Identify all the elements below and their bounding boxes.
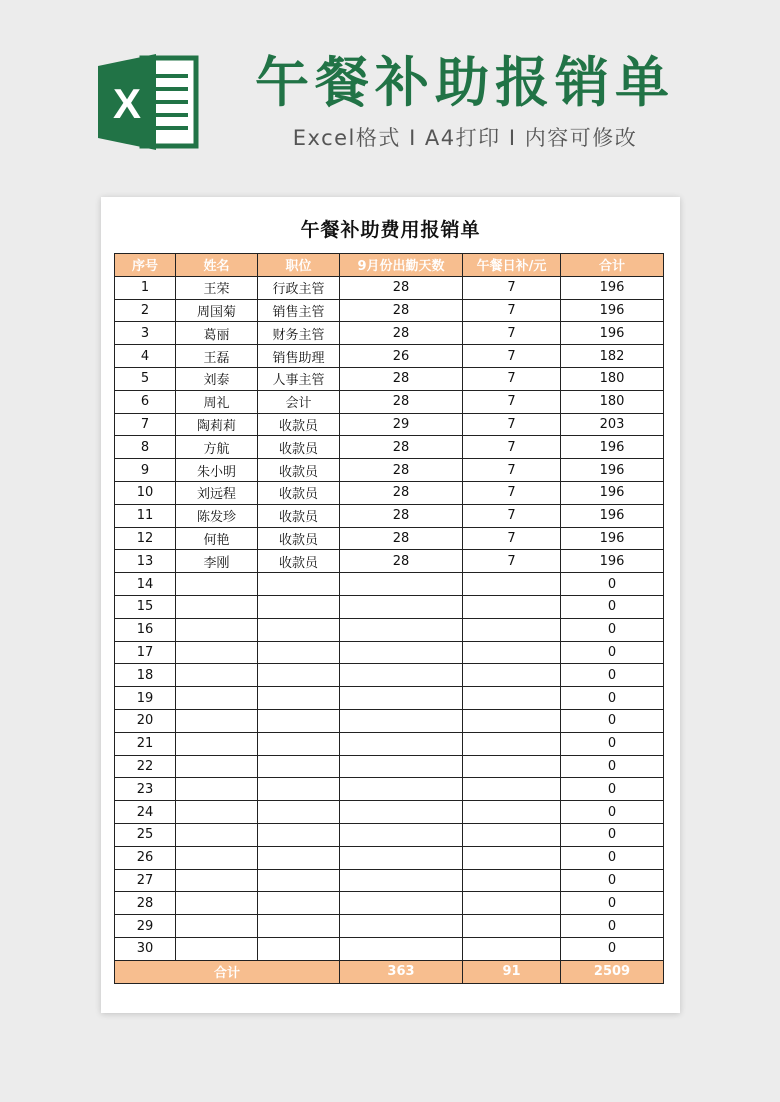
cell-index: 17	[115, 641, 176, 664]
cell-index: 25	[115, 823, 176, 846]
cell-index: 20	[115, 709, 176, 732]
cell-position: 销售主管	[258, 299, 340, 322]
table-header-row	[115, 254, 664, 277]
cell-attendance-days: 28	[340, 481, 463, 504]
cell-daily-allowance	[463, 801, 561, 824]
table-row	[115, 618, 664, 641]
cell-index: 7	[115, 413, 176, 436]
cell-position	[258, 892, 340, 915]
cell-index: 1	[115, 276, 176, 299]
column-header-name: 姓名	[176, 254, 258, 277]
cell-daily-allowance	[463, 915, 561, 938]
cell-name: 葛丽	[176, 322, 258, 345]
total-sum: 2509	[561, 960, 664, 983]
cell-attendance-days: 28	[340, 299, 463, 322]
cell-attendance-days	[340, 573, 463, 596]
cell-position	[258, 618, 340, 641]
cell-daily-allowance	[463, 664, 561, 687]
cell-total: 180	[561, 367, 664, 390]
cell-attendance-days	[340, 732, 463, 755]
table-row	[115, 322, 664, 345]
cell-total: 196	[561, 550, 664, 573]
cell-total: 203	[561, 413, 664, 436]
cell-position	[258, 573, 340, 596]
column-header-total: 合计	[561, 254, 664, 277]
cell-name	[176, 618, 258, 641]
cell-attendance-days	[340, 801, 463, 824]
cell-index: 12	[115, 527, 176, 550]
cell-daily-allowance: 7	[463, 504, 561, 527]
cell-name	[176, 801, 258, 824]
cell-total: 196	[561, 276, 664, 299]
cell-daily-allowance: 7	[463, 322, 561, 345]
table-row	[115, 527, 664, 550]
cell-total: 182	[561, 345, 664, 368]
table-row	[115, 664, 664, 687]
cell-position	[258, 937, 340, 960]
cell-total: 196	[561, 459, 664, 482]
cell-position: 收款员	[258, 550, 340, 573]
cell-total: 0	[561, 618, 664, 641]
table-row	[115, 846, 664, 869]
cell-total: 0	[561, 823, 664, 846]
cell-daily-allowance	[463, 595, 561, 618]
cell-total: 196	[561, 504, 664, 527]
cell-attendance-days	[340, 618, 463, 641]
table-row	[115, 755, 664, 778]
cell-name	[176, 573, 258, 596]
cell-attendance-days	[340, 595, 463, 618]
cell-index: 16	[115, 618, 176, 641]
cell-daily-allowance	[463, 937, 561, 960]
cell-total: 0	[561, 801, 664, 824]
cell-index: 27	[115, 869, 176, 892]
cell-name	[176, 687, 258, 710]
cell-index: 5	[115, 367, 176, 390]
cell-position	[258, 755, 340, 778]
cell-index: 19	[115, 687, 176, 710]
cell-attendance-days	[340, 937, 463, 960]
cell-index: 29	[115, 915, 176, 938]
cell-index: 3	[115, 322, 176, 345]
cell-index: 26	[115, 846, 176, 869]
cell-total: 0	[561, 595, 664, 618]
total-label: 合计	[115, 960, 340, 983]
cell-position	[258, 641, 340, 664]
cell-name	[176, 915, 258, 938]
cell-name	[176, 846, 258, 869]
cell-attendance-days: 28	[340, 504, 463, 527]
table-row	[115, 390, 664, 413]
cell-total: 196	[561, 322, 664, 345]
cell-attendance-days	[340, 823, 463, 846]
cell-daily-allowance: 7	[463, 390, 561, 413]
cell-name	[176, 937, 258, 960]
cell-index: 14	[115, 573, 176, 596]
excel-logo-icon	[98, 52, 200, 152]
cell-daily-allowance	[463, 869, 561, 892]
cell-daily-allowance: 7	[463, 299, 561, 322]
cell-index: 6	[115, 390, 176, 413]
cell-position: 收款员	[258, 527, 340, 550]
cell-daily-allowance: 7	[463, 459, 561, 482]
cell-index: 24	[115, 801, 176, 824]
cell-daily-allowance	[463, 641, 561, 664]
cell-total: 196	[561, 527, 664, 550]
cell-total: 0	[561, 709, 664, 732]
cell-attendance-days: 28	[340, 322, 463, 345]
cell-position	[258, 732, 340, 755]
cell-name	[176, 892, 258, 915]
cell-name: 陶莉莉	[176, 413, 258, 436]
cell-position: 财务主管	[258, 322, 340, 345]
cell-position: 收款员	[258, 459, 340, 482]
cell-daily-allowance	[463, 709, 561, 732]
cell-name: 王磊	[176, 345, 258, 368]
cell-attendance-days	[340, 755, 463, 778]
cell-index: 22	[115, 755, 176, 778]
table-row	[115, 687, 664, 710]
total-daily: 91	[463, 960, 561, 983]
table-row	[115, 823, 664, 846]
table-row	[115, 892, 664, 915]
cell-name: 王荣	[176, 276, 258, 299]
cell-total: 196	[561, 436, 664, 459]
cell-name	[176, 641, 258, 664]
cell-attendance-days	[340, 846, 463, 869]
page-header	[0, 0, 780, 185]
cell-position: 收款员	[258, 504, 340, 527]
cell-daily-allowance: 7	[463, 436, 561, 459]
cell-total: 0	[561, 755, 664, 778]
cell-name: 陈发珍	[176, 504, 258, 527]
cell-daily-allowance	[463, 687, 561, 710]
cell-attendance-days: 28	[340, 390, 463, 413]
table-row	[115, 573, 664, 596]
table-row	[115, 937, 664, 960]
cell-daily-allowance: 7	[463, 367, 561, 390]
cell-position	[258, 709, 340, 732]
table-row	[115, 709, 664, 732]
table-row	[115, 595, 664, 618]
cell-total: 0	[561, 664, 664, 687]
cell-daily-allowance	[463, 573, 561, 596]
cell-total: 180	[561, 390, 664, 413]
cell-attendance-days	[340, 709, 463, 732]
spreadsheet-page	[101, 197, 680, 1013]
cell-total: 0	[561, 869, 664, 892]
cell-index: 21	[115, 732, 176, 755]
table-row	[115, 550, 664, 573]
cell-attendance-days	[340, 778, 463, 801]
cell-index: 8	[115, 436, 176, 459]
cell-daily-allowance	[463, 823, 561, 846]
page-subtitle: Excel格式 I A4打印 I 内容可修改	[292, 126, 638, 150]
cell-name: 方航	[176, 436, 258, 459]
cell-position	[258, 823, 340, 846]
cell-attendance-days	[340, 664, 463, 687]
cell-name: 何艳	[176, 527, 258, 550]
cell-daily-allowance: 7	[463, 413, 561, 436]
reimbursement-table	[114, 253, 664, 984]
cell-total: 0	[561, 892, 664, 915]
svg-text:X: X	[112, 80, 142, 127]
cell-attendance-days: 28	[340, 276, 463, 299]
cell-index: 15	[115, 595, 176, 618]
cell-total: 0	[561, 915, 664, 938]
cell-daily-allowance	[463, 618, 561, 641]
cell-attendance-days: 28	[340, 527, 463, 550]
cell-name: 朱小明	[176, 459, 258, 482]
cell-index: 18	[115, 664, 176, 687]
cell-attendance-days: 29	[340, 413, 463, 436]
cell-total: 0	[561, 937, 664, 960]
cell-attendance-days	[340, 687, 463, 710]
cell-name	[176, 778, 258, 801]
total-days: 363	[340, 960, 463, 983]
cell-position	[258, 801, 340, 824]
cell-daily-allowance	[463, 778, 561, 801]
cell-position: 人事主管	[258, 367, 340, 390]
table-row	[115, 641, 664, 664]
table-row	[115, 732, 664, 755]
cell-index: 10	[115, 481, 176, 504]
cell-index: 13	[115, 550, 176, 573]
table-row	[115, 436, 664, 459]
cell-daily-allowance	[463, 846, 561, 869]
column-header-index: 序号	[115, 254, 176, 277]
table-row	[115, 481, 664, 504]
cell-position	[258, 915, 340, 938]
cell-daily-allowance: 7	[463, 527, 561, 550]
cell-attendance-days: 26	[340, 345, 463, 368]
cell-position	[258, 664, 340, 687]
cell-name	[176, 823, 258, 846]
cell-position	[258, 778, 340, 801]
cell-position: 销售助理	[258, 345, 340, 368]
cell-name	[176, 595, 258, 618]
cell-daily-allowance	[463, 732, 561, 755]
column-header-attendance-days: 9月份出勤天数	[340, 254, 463, 277]
cell-daily-allowance: 7	[463, 345, 561, 368]
table-row	[115, 869, 664, 892]
cell-name	[176, 755, 258, 778]
table-row	[115, 504, 664, 527]
cell-daily-allowance: 7	[463, 550, 561, 573]
table-row	[115, 345, 664, 368]
cell-position	[258, 687, 340, 710]
cell-total: 0	[561, 732, 664, 755]
cell-position	[258, 846, 340, 869]
cell-daily-allowance	[463, 755, 561, 778]
cell-index: 4	[115, 345, 176, 368]
cell-daily-allowance: 7	[463, 276, 561, 299]
cell-position: 收款员	[258, 413, 340, 436]
cell-daily-allowance	[463, 892, 561, 915]
cell-total: 0	[561, 846, 664, 869]
cell-position	[258, 869, 340, 892]
cell-index: 23	[115, 778, 176, 801]
cell-total: 0	[561, 641, 664, 664]
cell-total: 196	[561, 481, 664, 504]
cell-total: 196	[561, 299, 664, 322]
cell-attendance-days: 28	[340, 367, 463, 390]
cell-attendance-days	[340, 915, 463, 938]
page-title: 午餐补助报销单	[255, 51, 675, 114]
cell-name	[176, 709, 258, 732]
cell-index: 11	[115, 504, 176, 527]
table-row	[115, 299, 664, 322]
table-row	[115, 778, 664, 801]
table-row	[115, 459, 664, 482]
cell-name	[176, 869, 258, 892]
cell-name: 周礼	[176, 390, 258, 413]
cell-attendance-days	[340, 892, 463, 915]
cell-attendance-days	[340, 641, 463, 664]
cell-attendance-days: 28	[340, 436, 463, 459]
cell-index: 2	[115, 299, 176, 322]
cell-total: 0	[561, 687, 664, 710]
cell-position: 会计	[258, 390, 340, 413]
table-row	[115, 276, 664, 299]
cell-index: 28	[115, 892, 176, 915]
cell-attendance-days	[340, 869, 463, 892]
cell-attendance-days: 28	[340, 550, 463, 573]
cell-index: 9	[115, 459, 176, 482]
cell-index: 30	[115, 937, 176, 960]
cell-position	[258, 595, 340, 618]
cell-position: 收款员	[258, 436, 340, 459]
table-row	[115, 915, 664, 938]
cell-name: 周国菊	[176, 299, 258, 322]
column-header-daily-allowance: 午餐日补/元	[463, 254, 561, 277]
table-row	[115, 801, 664, 824]
cell-name	[176, 664, 258, 687]
table-row	[115, 413, 664, 436]
cell-position: 收款员	[258, 481, 340, 504]
cell-name: 李刚	[176, 550, 258, 573]
cell-position: 行政主管	[258, 276, 340, 299]
cell-name: 刘远程	[176, 481, 258, 504]
table-row	[115, 367, 664, 390]
cell-total: 0	[561, 573, 664, 596]
cell-daily-allowance: 7	[463, 481, 561, 504]
sheet-title: 午餐补助费用报销单	[300, 219, 481, 241]
cell-name	[176, 732, 258, 755]
column-header-position: 职位	[258, 254, 340, 277]
total-row	[115, 960, 664, 983]
cell-attendance-days: 28	[340, 459, 463, 482]
cell-name: 刘泰	[176, 367, 258, 390]
cell-total: 0	[561, 778, 664, 801]
